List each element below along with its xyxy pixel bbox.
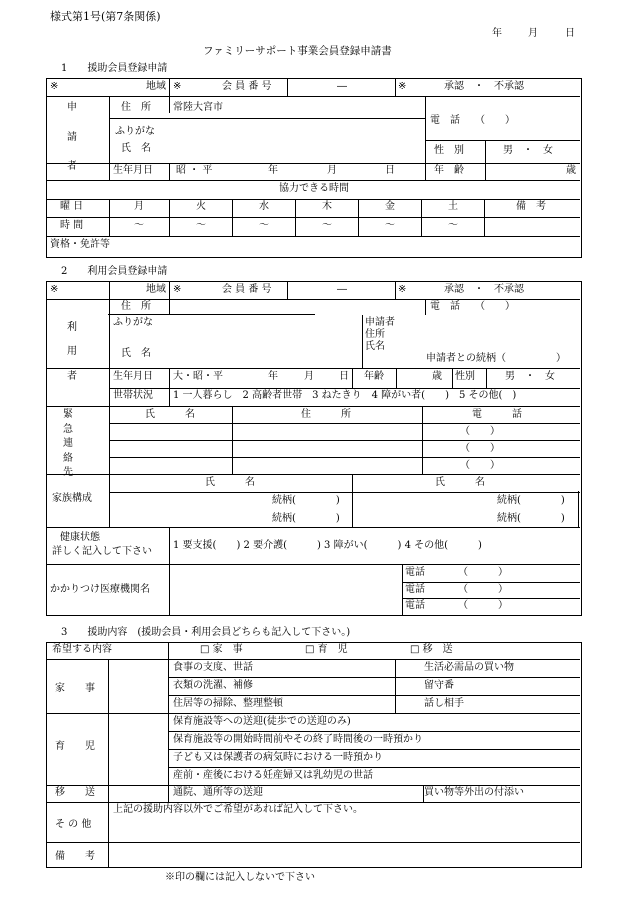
s3-housework-item-5: 留守番	[424, 680, 454, 691]
s2-em-phone-1[interactable]: （ ）	[460, 426, 500, 437]
section1-heading: 1 援助会員登録申請	[61, 63, 168, 74]
s3-housework-item-1: 食事の支度、世話	[173, 662, 253, 673]
s1-time-label: 時 間	[60, 220, 84, 231]
s2-birth-era[interactable]: 大・昭・平	[173, 371, 223, 382]
s2-approval: 承認 ・ 不承認	[444, 284, 524, 295]
s1-address-label: 住 所	[121, 102, 151, 113]
s1-age-unit: 歳	[566, 165, 576, 176]
s3-childcare-item-1: 保育施設等への送迎(徒歩での送迎のみ)	[173, 716, 351, 727]
s2-doctor-phone-label-3: 電話	[405, 600, 425, 611]
date-month: 月	[528, 28, 538, 39]
s1-name-label: 氏 名	[121, 143, 151, 154]
s1-furigana-label: ふりがな	[115, 126, 155, 137]
s2-address-label: 住 所	[121, 301, 151, 312]
s2-fam-name-header-left: 氏 名	[205, 477, 255, 488]
s2-fam-relation-2[interactable]: 続柄( )	[272, 513, 340, 524]
s1-mark-2: ※	[173, 81, 182, 92]
footer-note: ※印の欄には記入しないで下さい	[165, 872, 315, 883]
s3-wish-transport[interactable]: □ 移 送	[410, 644, 453, 655]
s1-phone[interactable]: 電 話 （ ）	[430, 115, 515, 126]
date-year: 年	[492, 28, 502, 39]
s2-doctor-phone-label-2: 電話	[405, 584, 425, 595]
s2-fam-name-header-right: 氏 名	[435, 477, 485, 488]
s1-birth-era[interactable]: 昭 ・ 平	[176, 165, 213, 176]
s2-health-value[interactable]: 1 要支援( ) 2 要介護( ) 3 障がい( ) 4 その他( )	[173, 540, 482, 551]
s1-time-sat[interactable]: 〜	[448, 220, 458, 231]
section2-heading: 2 利用会員登録申請	[61, 266, 168, 277]
s3-other-label: そ の 他	[55, 819, 92, 830]
s3-wish-childcare[interactable]: □ 育 児	[305, 644, 348, 655]
s2-doctor-phone-1[interactable]: （ ）	[458, 567, 508, 578]
s1-coop-time-header: 協力できる時間	[279, 183, 349, 194]
s2-fam-relation-1[interactable]: 続柄( )	[272, 495, 340, 506]
s2-mark-2: ※	[173, 284, 182, 295]
s3-housework-item-4: 生活必需品の買い物	[424, 662, 514, 673]
s2-relation[interactable]: 申請者との続柄（ ）	[426, 353, 566, 364]
s2-doctor-phone-3[interactable]: （ ）	[458, 600, 508, 611]
s3-transport-label: 移 送	[55, 787, 95, 798]
s2-gender-label: 性別	[455, 371, 475, 382]
form-title: ファミリーサポート事業会員登録申請書	[203, 45, 392, 57]
s1-address-value[interactable]: 常陸大宮市	[173, 102, 223, 113]
s1-day-thu: 木	[322, 201, 332, 212]
s1-mark-1: ※	[50, 81, 59, 92]
s2-em-phone-3[interactable]: （ ）	[460, 460, 500, 471]
s1-time-mon[interactable]: 〜	[134, 220, 144, 231]
section3-heading: 3 援助内容 (援助会員・利用会員どちらも記入して下さい。)	[61, 627, 351, 638]
s1-applicant-char-3: 者	[67, 161, 77, 172]
s1-birth-year: 年	[268, 165, 278, 176]
s3-housework-item-3: 住居等の掃除、整理整頓	[173, 698, 283, 709]
s2-dash: ―	[337, 284, 347, 295]
s2-em-name-header: 氏 名	[145, 409, 195, 420]
s2-user-char-3: 者	[67, 371, 77, 382]
s2-applicant-label: 申請者	[365, 317, 395, 328]
s2-applicant-name-label: 氏名	[365, 341, 385, 352]
s2-user-char-2: 用	[67, 346, 77, 357]
s3-wish-label: 希望する内容	[52, 644, 112, 655]
s2-age-unit: 歳	[432, 371, 442, 382]
s3-housework-item-2: 衣類の洗濯、補修	[173, 680, 253, 691]
section2-table	[46, 281, 582, 616]
s2-furigana-label: ふりがな	[113, 317, 153, 328]
s1-member-number-label: 会 員 番 号	[222, 81, 272, 92]
s2-em-phone-2[interactable]: （ ）	[460, 443, 500, 454]
s2-phone[interactable]: 電 話 （ ）	[430, 301, 515, 312]
s2-health-label-2: 詳しく記入して下さい	[52, 546, 152, 557]
s2-em-phone-header: 電 話	[472, 409, 522, 420]
s2-doctor-phone-label-1: 電話	[405, 567, 425, 578]
s2-fam-relation-4[interactable]: 続柄( )	[497, 513, 565, 524]
s2-doctor-label: かかりつけ医療機関名	[50, 584, 150, 595]
s1-day-wed: 水	[259, 201, 269, 212]
s1-time-tue[interactable]: 〜	[196, 220, 206, 231]
s2-user-char-1: 利	[67, 322, 77, 333]
s1-day-sat: 土	[448, 201, 458, 212]
s2-birth-label: 生年月日	[113, 371, 153, 382]
s1-qualification-label: 資格・免許等	[50, 239, 110, 250]
s1-age-label: 年 齢	[434, 165, 464, 176]
s3-wish-housework[interactable]: □ 家 事	[200, 644, 243, 655]
s1-time-thu[interactable]: 〜	[322, 220, 332, 231]
s1-day-tue: 火	[196, 201, 206, 212]
s1-applicant-char-2: 請	[67, 132, 77, 143]
s2-mark-3: ※	[398, 284, 407, 295]
s1-remarks-label: 備 考	[516, 201, 546, 212]
s1-gender-label: 性 別	[434, 145, 464, 156]
s3-transport-item-2: 買い物等外出の付添い	[424, 787, 524, 798]
s3-childcare-item-3: 子ども又は保護者の病気時における一時預かり	[173, 752, 383, 763]
date-day: 日	[565, 28, 575, 39]
s2-name-label: 氏 名	[121, 348, 151, 359]
s1-weekday-label: 曜 日	[60, 201, 84, 212]
s2-family-label: 家族構成	[52, 493, 92, 504]
s3-childcare-item-4: 産前・産後における妊産婦又は乳幼児の世話	[173, 770, 373, 781]
s2-member-number-label: 会 員 番 号	[222, 284, 272, 295]
s2-household-value[interactable]: 1 一人暮らし 2 高齢者世帯 3 ねたきり 4 障がい者( ) 5 その他( )	[173, 390, 517, 401]
s1-day-fri: 金	[385, 201, 395, 212]
s2-fam-relation-3[interactable]: 続柄( )	[497, 495, 565, 506]
s3-housework-label: 家 事	[55, 683, 95, 694]
s3-remarks-label: 備 考	[55, 851, 95, 862]
s1-approval: 承認 ・ 不承認	[444, 81, 524, 92]
s1-gender-value[interactable]: 男 ・ 女	[503, 145, 553, 156]
s1-applicant-char-1: 申	[67, 102, 77, 113]
s2-doctor-phone-2[interactable]: （ ）	[458, 584, 508, 595]
form-number: 様式第1号(第7条関係)	[50, 10, 161, 23]
s1-birth-day: 日	[385, 165, 395, 176]
s3-childcare-label: 育 児	[55, 741, 95, 752]
s2-birth-month: 月	[304, 371, 314, 382]
s1-dash: ―	[337, 81, 347, 92]
s2-age-label: 年齢	[364, 371, 384, 382]
s1-birth-label: 生年月日	[113, 165, 153, 176]
s2-region-label: 地域	[146, 284, 166, 295]
s2-birth-year: 年	[268, 371, 278, 382]
s2-applicant-address-label: 住所	[365, 329, 385, 340]
s1-time-fri[interactable]: 〜	[385, 220, 395, 231]
s2-gender-value[interactable]: 男 ・ 女	[505, 371, 555, 382]
s1-mark-3: ※	[398, 81, 407, 92]
s2-emergency-label: 緊 急 連 絡 先	[63, 409, 73, 478]
s2-birth-day: 日	[339, 371, 349, 382]
s2-health-label-1: 健康状態	[60, 532, 100, 543]
s1-region-label: 地域	[146, 81, 166, 92]
s1-birth-month: 月	[327, 165, 337, 176]
s2-household-label: 世帯状況	[113, 390, 153, 401]
s2-em-address-header: 住 所	[301, 409, 351, 420]
s2-mark-1: ※	[50, 284, 59, 295]
s3-childcare-item-2: 保育施設等の開始時間前やその終了時間後の一時預かり	[173, 734, 423, 745]
s1-day-mon: 月	[134, 201, 144, 212]
s1-time-wed[interactable]: 〜	[259, 220, 269, 231]
s3-housework-item-6: 話し相手	[424, 698, 464, 709]
s3-other-text[interactable]: 上記の援助内容以外でご希望があれば記入して下さい。	[113, 804, 363, 815]
s3-transport-item-1: 通院、通所等の送迎	[173, 787, 263, 798]
